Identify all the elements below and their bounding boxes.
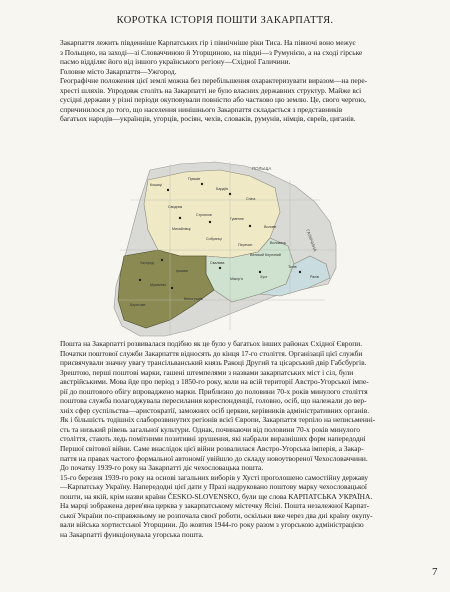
text-line: пошти, на якій, крім назви країни ČESKO-SLOVENSKO, були ще слова КАРПАТСЬКА УКРАЇНА. <box>60 491 373 501</box>
map-border-label: ПОЛЬЩА <box>252 166 272 171</box>
map-label: Михайлівці <box>172 227 191 231</box>
map-side-label: ГАЛИЧИНА <box>305 228 318 253</box>
map-label: Хуст <box>260 275 268 279</box>
text-line: присвячували значну увагу трансільванський князь Ракоці Другий та цісарський двір Габсбургів. <box>60 358 367 368</box>
map-label: Свалява <box>210 261 225 265</box>
map-label: Берегове <box>130 303 146 307</box>
map-label: Міжгір'я <box>230 277 243 281</box>
text-line: вали війська хортистської Угорщини. До жовтня 1944-го року разом з угорською адміністрацією <box>60 520 364 530</box>
map-label: Волове <box>264 225 277 229</box>
historical-map <box>110 160 360 338</box>
map-region-cream <box>144 170 280 258</box>
map-label: Сніна <box>246 197 256 201</box>
map-label: Кошиці <box>150 183 162 187</box>
text-line: —Карпатську Україну. Напередодні цієї дати у Празі надруковано поштову марку чехословацької <box>60 482 367 492</box>
map-label: Пряшів <box>188 177 201 181</box>
text-line: з Польщею, на заході—зі Словаччиною й Угорщиною, на півдні—з Румунією, а на сході гірське <box>60 47 363 57</box>
map-label: Свидник <box>168 205 183 209</box>
text-line: Головне місто Закарпаття—Ужгород. <box>60 66 177 76</box>
text-line: рії до поштового обігу впроваджено марки. Приблизно до половини 70-х років минулого століття <box>60 386 368 396</box>
map-label: Мукачево <box>150 283 167 287</box>
text-line: Як і більшість тодішніх слаборозвинутих регіонів всієї Європи, Закарпаття терпіло на неписьменні- <box>60 415 376 425</box>
text-line: Початки поштової служби Закарпаття відносять до кінця 17-го століття. Організації цієї служби <box>60 348 363 358</box>
text-line: хресті шляхів. Упродовж століть на Закарпатті не було власних державних структур. Майже всі <box>60 85 362 95</box>
text-line: хніх сфер суспільства—аристократії, заможних осіб церкви, керівників адміністративних органів. <box>60 405 370 415</box>
text-line: На марці зображена дерев'яна церква у закарпатському містечку Ясіні. Пошта незалежної Карпат- <box>60 501 370 511</box>
map-label: Воловець <box>270 241 287 245</box>
map-label: Іршава <box>176 269 188 273</box>
text-line: сусідні держави у різні періоди окуповували повністю або частково цю землю. Це, свого чергою, <box>60 95 366 105</box>
text-line: спричинилося до того, що населення нинішнього Закарпаття складається з представників <box>60 104 343 114</box>
text-line: Першої світової війни. Саме внаслідок цієї війни розвалилася Австро-Угорська імперія, а Закар- <box>60 444 364 454</box>
text-line: До початку 1939-го року на Закарпатті діє чехословацька пошта. <box>60 463 264 473</box>
intro-paragraph <box>60 38 412 124</box>
text-line: пасмо відділяє його від іншого українського регіону—Східної Галичини. <box>60 57 291 67</box>
map-label: Виноградів <box>184 297 203 301</box>
map-label: Великий Березний <box>250 253 281 257</box>
text-line: сть та низький рівень загальної культури. Однак, починаючи від половини 70-х років минулого <box>60 424 360 434</box>
map-label: Тячів <box>288 265 297 269</box>
text-line: ської України по-справжньому не розпочала своєї роботи, оскільки вже через два дні країну окупу- <box>60 510 373 520</box>
text-line: Закарпаття лежить південніше Карпатських гір і північніше ріки Тиса. На півночі воно межує <box>60 38 356 47</box>
page-title: КОРОТКА ІСТОРІЯ ПОШТИ ЗАКАРПАТТЯ. <box>116 15 334 26</box>
map-label: Перечин <box>238 243 253 247</box>
map-label: Рахів <box>310 275 319 279</box>
map-label: Ужгород <box>140 261 154 265</box>
text-line: на Закарпатті функціонувала угорська пошта. <box>60 529 204 539</box>
text-line: 15-го березня 1939-го року на основі загальних виборів у Хусті проголошено самостійну державу <box>60 472 369 482</box>
map-label: Собранці <box>206 237 222 241</box>
map-label: Стропков <box>196 213 212 217</box>
text-line: Зрештою, перші поштові марки, гашені штемпелями з назвами закарпатських міст і сіл, були <box>60 367 354 377</box>
text-line: австрійськими. Мова йде про період з 1850-го року, коли на всій території Австро-Угорської імпе- <box>60 377 369 387</box>
text-line: поштова служба полагоджувала пересилання кореспонденції, головно, осіб, що належали до вер- <box>60 396 367 406</box>
body-paragraph <box>60 339 412 539</box>
text-line: Географічне положення цієї землі можна без перебільшення охарактеризувати виразом—на пере- <box>60 76 368 86</box>
page-number: 7 <box>432 566 438 578</box>
map-label: Бардіїв <box>216 187 229 191</box>
text-line: паття на правах частого формальної автономії увійшло до складу новоутвореної Чехословаччини. <box>60 453 368 463</box>
text-line: багатьох народів—українців, угорців, росіян, чехів, словаків, румунів, німців, євреїв, циганів. <box>60 114 356 124</box>
map-label: Гуменне <box>230 217 244 221</box>
text-line: Пошта на Закарпатті розвивалася подібно як це було у багатьох інших районах Східної Європи. <box>60 339 363 348</box>
text-line: століття, стають ледь помітними позитивні зрушення, які набрали виразніших форм напередодні <box>60 434 366 444</box>
